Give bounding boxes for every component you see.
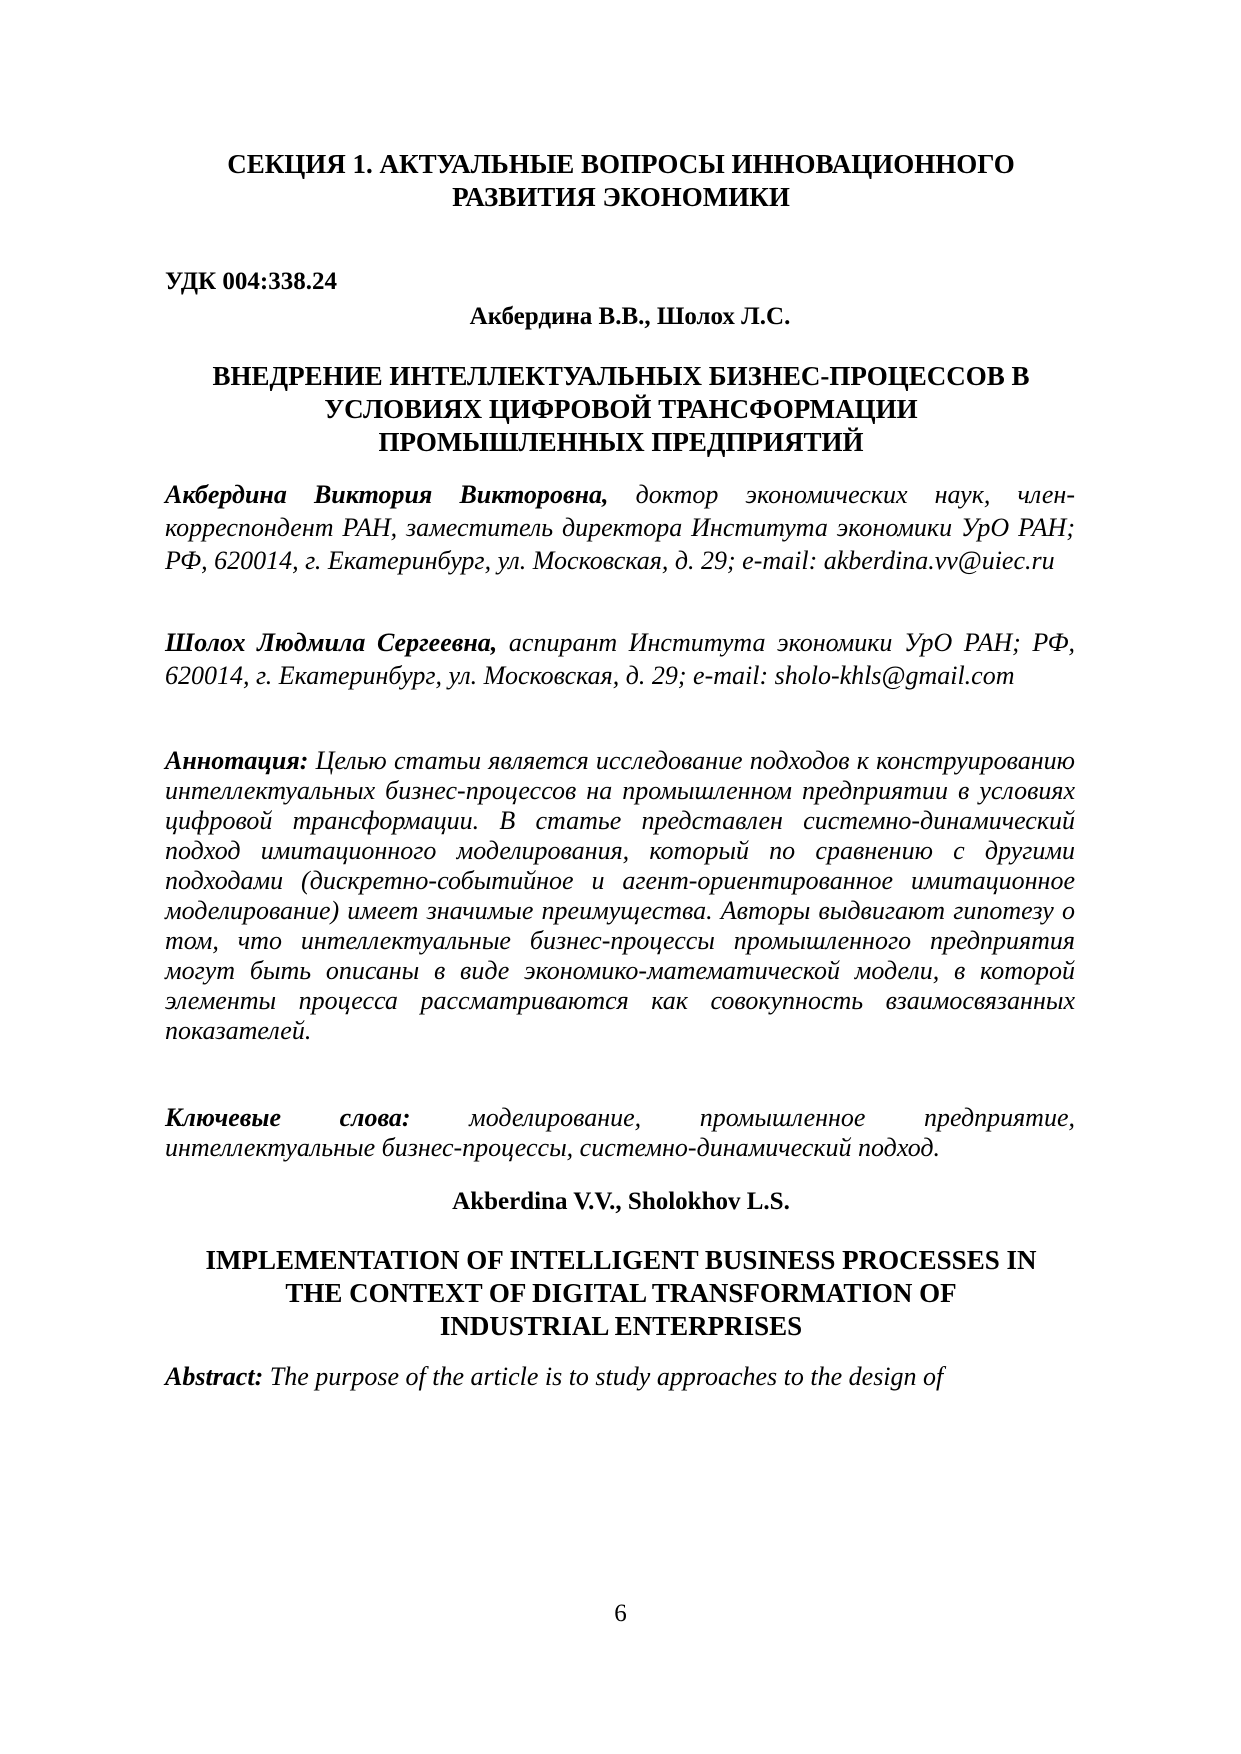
page-number: 6: [614, 1600, 627, 1627]
title-ru-line2: УСЛОВИЯХ ЦИФРОВОЙ ТРАНСФОРМАЦИИ: [324, 394, 918, 424]
keywords-label: Ключевые слова:: [165, 1103, 411, 1132]
title-ru-line3: ПРОМЫШЛЕННЫХ ПРЕДПРИЯТИЙ: [378, 427, 864, 457]
author1-info: доктор экономических наук, член-корреспондент РАН, заместитель директора Института экономики УрО РАН; РФ, 620014, г. Екатеринбург, ул. Московская, д. 29; e-mail: akberdina.vv@uiec.ru: [165, 480, 1075, 575]
keywords: [165, 1103, 1075, 1163]
annotation: [165, 746, 1075, 1046]
author2-name: Шолох Людмила Сергеевна,: [165, 628, 498, 657]
section-title-line2: РАЗВИТИЯ ЭКОНОМИКИ: [452, 182, 790, 212]
annotation-text: Целью статьи является исследование подходов к конструированию интеллектуальных бизнес-процессов на промышленном предприятии в условиях цифровой трансформации. В статье представлен системно-динамический подход имитационного моделирования, который по сравнению с другими подходами (дискретно-событийное и агент-ориентированное имитационное моделирование) имеет значимые преимущества. Авторы выдвигают гипотезу о том, что интеллектуальные бизнес-процессы промышленного предприятия могут быть описаны в виде экономико-математической модели, в которой элементы процесса рассматриваются как совокупность взаимосвязанных показателей.: [165, 746, 1075, 1045]
section-title-line1: СЕКЦИЯ 1. АКТУАЛЬНЫЕ ВОПРОСЫ ИННОВАЦИОННОГО: [227, 149, 1015, 179]
keywords-text: моделирование, промышленное предприятие, интеллектуальные бизнес-процессы, системно-динамический подход.: [165, 1103, 1075, 1162]
abstract-text: The purpose of the article is to study approaches to the design of: [269, 1362, 944, 1391]
author2-info: аспирант Института экономики УрО РАН; РФ, 620014, г. Екатеринбург, ул. Московская, д. 29; e-mail: sholo-khls@gmail.com: [165, 628, 1075, 690]
title-ru-line1: ВНЕДРЕНИЕ ИНТЕЛЛЕКТУАЛЬНЫХ БИЗНЕС-ПРОЦЕССОВ В: [212, 361, 1030, 391]
authors-en: Akberdina V.V., Sholokhov L.S.: [452, 1188, 790, 1215]
author1-affiliation: [165, 478, 1075, 577]
title-en-line3: INDUSTRIAL ENTERPRISES: [439, 1311, 803, 1341]
author2-affiliation: [165, 626, 1075, 692]
abstract: [165, 1360, 1075, 1393]
udc-code: УДК 004:338.24: [165, 268, 337, 295]
author1-name: Акбердина Виктория Викторовна,: [165, 480, 609, 509]
title-ru: [160, 360, 1082, 459]
title-en: [150, 1244, 1092, 1343]
title-en-line1: IMPLEMENTATION OF INTELLIGENT BUSINESS PROCESSES IN: [205, 1245, 1037, 1275]
section-title: [160, 148, 1082, 214]
title-en-line2: THE CONTEXT OF DIGITAL TRANSFORMATION OF: [285, 1278, 957, 1308]
annotation-label: Аннотация:: [165, 746, 309, 775]
authors-ru: Акбердина В.В., Шолох Л.С.: [469, 303, 791, 330]
abstract-label: Abstract:: [165, 1362, 264, 1391]
